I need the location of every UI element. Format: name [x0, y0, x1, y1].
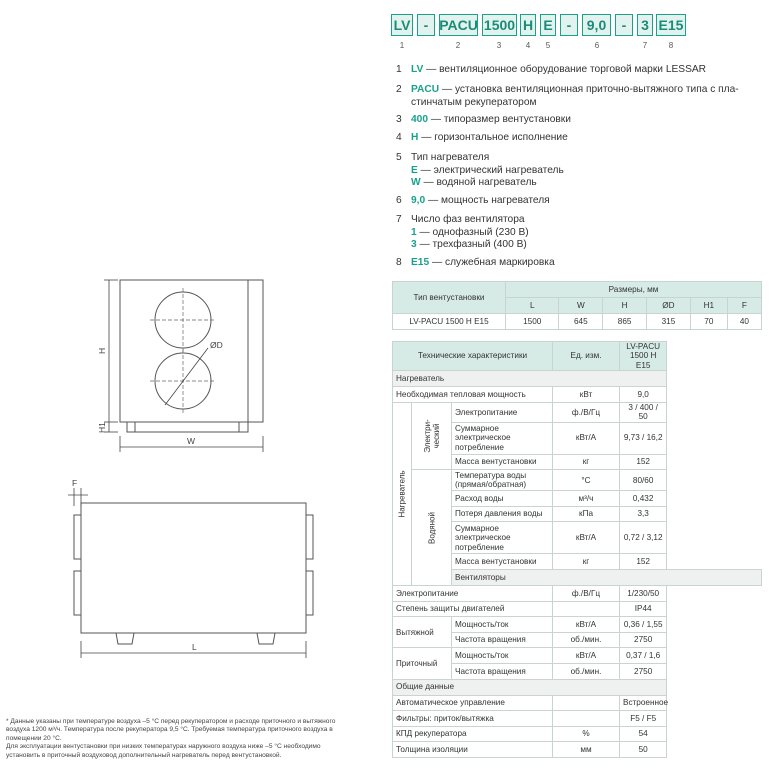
- code-box-brand: LV: [391, 14, 413, 36]
- legend-number: 7: [396, 214, 402, 225]
- code-index: 6: [594, 41, 600, 50]
- legend-code: E15: [411, 257, 430, 268]
- front-view-drawing: [88, 268, 278, 458]
- legend-number: 1: [396, 64, 402, 75]
- table-row: [393, 742, 762, 758]
- code-box-heater: E: [540, 14, 556, 36]
- dims-value: 70: [690, 314, 727, 330]
- dims-col-header: H: [603, 298, 647, 314]
- spec-label: Потеря давления воды: [452, 506, 553, 522]
- spec-unit: об./мин.: [553, 632, 620, 648]
- spec-unit: кПа: [553, 506, 620, 522]
- legend-title: Тип нагревателя: [411, 152, 490, 163]
- code-box-size: 1500: [482, 14, 517, 36]
- spec-unit: [553, 695, 620, 711]
- spec-value: 80/60: [620, 470, 667, 491]
- spec-value: F5 / F5: [620, 711, 667, 727]
- spec-value: 0,36 / 1,55: [620, 617, 667, 633]
- specs-header-unit: Ед. изм.: [553, 342, 620, 371]
- dim-label-l: L: [192, 642, 197, 652]
- table-row: [393, 648, 762, 664]
- spec-value: 50: [620, 742, 667, 758]
- spec-value: 3 / 400 / 50: [620, 402, 667, 422]
- specs-header-model: LV-PACU 1500 H E15: [620, 342, 667, 371]
- table-row: [393, 387, 762, 403]
- spec-value: 9,0: [620, 387, 667, 403]
- dim-label-diameter: ØD: [210, 340, 223, 350]
- diameter-dimension-line: [165, 348, 208, 405]
- unit-body: [81, 503, 306, 633]
- unit-body: [120, 280, 263, 422]
- dims-header-dims: Размеры, мм: [506, 282, 762, 298]
- dims-col-header: L: [506, 298, 559, 314]
- legend-code: LV: [411, 64, 424, 75]
- legend-number: 8: [396, 257, 402, 268]
- table-row: [393, 586, 762, 602]
- spec-label: Масса вентустановки: [452, 554, 553, 570]
- legend-text: — электрический нагреватель: [417, 164, 564, 176]
- spec-unit: [553, 601, 620, 617]
- legend-code: PACU: [411, 84, 440, 95]
- legend-code: 9,0: [411, 195, 426, 206]
- spec-value: 152: [620, 454, 667, 470]
- spec-unit: об./мин.: [553, 663, 620, 679]
- spec-label: Температура воды (прямая/обратная): [452, 470, 553, 491]
- group-label-water: Водяной: [427, 511, 436, 544]
- spec-value: 0,72 / 3,12: [620, 522, 667, 554]
- code-box-phases: 3: [637, 14, 653, 36]
- code-box-power: 9,0: [582, 14, 611, 36]
- code-box-type: PACU: [439, 14, 478, 36]
- dims-col-header: W: [559, 298, 603, 314]
- spec-unit: кг: [553, 454, 620, 470]
- section-heater: Нагреватель: [393, 371, 667, 387]
- table-row: [393, 711, 762, 727]
- dims-value: 315: [647, 314, 691, 330]
- code-index: 1: [399, 41, 405, 50]
- legend-text: — трехфазный (400 В): [416, 239, 527, 251]
- legend-text: — мощность нагревателя: [425, 195, 550, 206]
- duct-flange-right-upper: [306, 515, 313, 559]
- spec-unit: м³/ч: [553, 491, 620, 507]
- footnote-line: Для эксплуатации вентустановки при низких температурах наружного воздуха ниже –5 °C необходимо: [6, 743, 321, 751]
- spec-label: Расход воды: [452, 491, 553, 507]
- legend-number: 2: [396, 84, 402, 95]
- dimensions-table: [392, 281, 762, 330]
- table-row: [393, 402, 762, 422]
- dims-value: 865: [603, 314, 647, 330]
- spec-label: Автоматическое управление: [393, 695, 553, 711]
- group-label-heater: Нагреватель: [397, 470, 407, 518]
- spec-label: Степень защиты двигателей: [393, 601, 553, 617]
- spec-unit: мм: [553, 742, 620, 758]
- table-row: [393, 470, 762, 491]
- specs-header-param: Технические характеристики: [393, 342, 553, 371]
- code-index: 7: [642, 41, 648, 50]
- spec-unit: ф./В/Гц: [553, 402, 620, 422]
- dims-col-header: F: [727, 298, 761, 314]
- dims-value: 645: [559, 314, 603, 330]
- spec-label: Фильтры: приток/вытяжка: [393, 711, 553, 727]
- spec-label: Частота вращения: [452, 663, 553, 679]
- dims-col-header: H1: [690, 298, 727, 314]
- group-label-exhaust: Вытяжной: [393, 617, 452, 648]
- duct-flange-right-lower: [306, 571, 313, 615]
- footnote-line: воздуха 1200 м³/ч. Температура после рекуператора 9,5 °C. Требуемая температура приточного воздуха в: [6, 726, 333, 734]
- footnote: [6, 718, 384, 760]
- table-row: [393, 695, 762, 711]
- legend-code: 1: [411, 226, 417, 238]
- spec-label: Электропитание: [452, 402, 553, 422]
- legend-number: 3: [396, 114, 402, 125]
- footnote-line: установить в приточный воздуховод дополнительный нагреватель перед вентустановкой.: [6, 751, 282, 759]
- footnote-line: * Данные указаны при температуре воздуха –5 °C перед рекуператором и расходе приточного и вытяжного: [6, 718, 336, 725]
- dim-label-w: W: [187, 436, 196, 446]
- spec-value: IP44: [620, 601, 667, 617]
- group-label-supply: Приточный: [393, 648, 452, 679]
- dim-label-h: H: [97, 347, 107, 354]
- legend-code: W: [411, 177, 421, 189]
- code-index: 4: [525, 41, 531, 50]
- table-row: [393, 617, 762, 633]
- spec-unit: кг: [553, 554, 620, 570]
- dims-value: 40: [727, 314, 761, 330]
- spec-label: Частота вращения: [452, 632, 553, 648]
- spec-unit: %: [553, 726, 620, 742]
- spec-unit: кВт/А: [553, 422, 620, 454]
- legend-code: 3: [411, 239, 417, 251]
- table-row: [393, 726, 762, 742]
- spec-value: 2750: [620, 632, 667, 648]
- spec-label: Суммарное электрическое потребление: [452, 422, 553, 454]
- spec-value: 1/230/50: [620, 586, 667, 602]
- spec-value: 9,73 / 16,2: [620, 422, 667, 454]
- dims-col-header: ØD: [647, 298, 691, 314]
- spec-value: 0,37 / 1,6: [620, 648, 667, 664]
- dims-value: 1500: [506, 314, 559, 330]
- spec-label: Необходимая тепловая мощность: [393, 387, 553, 403]
- legend-code: E: [411, 164, 418, 176]
- unit-base: [127, 422, 248, 432]
- section-fans: Вентиляторы: [452, 570, 762, 586]
- spec-label: Электропитание: [393, 586, 553, 602]
- legend-text: стинчатым рекуператором: [411, 96, 537, 108]
- code-box-dash: -: [417, 14, 435, 36]
- spec-unit: кВт/А: [553, 617, 620, 633]
- code-box-marking: E15: [656, 14, 686, 36]
- dim-label-h1: H1: [97, 422, 107, 433]
- spec-unit: кВт/А: [553, 522, 620, 554]
- spec-value: Встроенное: [620, 695, 667, 711]
- legend-number: 6: [396, 195, 402, 206]
- dim-label-f: F: [72, 478, 78, 488]
- legend-number: 4: [396, 132, 402, 143]
- dims-header-type: Тип вентустановки: [393, 282, 506, 314]
- footnote-line: помещении 20 °C.: [6, 734, 62, 742]
- code-index: 8: [668, 41, 674, 50]
- spec-value: 152: [620, 554, 667, 570]
- side-view-drawing: [60, 478, 330, 663]
- legend-text: — однофазный (230 В): [416, 226, 529, 238]
- spec-unit: кВт/А: [553, 648, 620, 664]
- legend-text: — водяной нагреватель: [420, 177, 537, 189]
- spec-value: 54: [620, 726, 667, 742]
- support-foot: [257, 633, 275, 644]
- spec-unit: [553, 711, 620, 727]
- legend-text: — служебная маркировка: [429, 257, 555, 268]
- specs-table: [392, 341, 762, 758]
- duct-flange-left-upper: [74, 515, 81, 559]
- spec-label: Суммарное электрическое потребление: [452, 522, 553, 554]
- spec-unit: °C: [553, 470, 620, 491]
- legend-number: 5: [396, 152, 402, 163]
- legend-text: — вентиляционное оборудование торговой марки LESSAR: [423, 64, 707, 75]
- spec-unit: кВт: [553, 387, 620, 403]
- spec-label: Толщина изоляции: [393, 742, 553, 758]
- legend-title: Число фаз вентилятора: [411, 214, 525, 225]
- duct-flange-left-lower: [74, 571, 81, 615]
- spec-value: 2750: [620, 663, 667, 679]
- spec-value: 0,432: [620, 491, 667, 507]
- support-foot: [116, 633, 134, 644]
- code-index: 3: [496, 41, 502, 50]
- legend-text: — горизонтальное исполнение: [418, 132, 568, 143]
- code-box-dash: -: [560, 14, 578, 36]
- table-row: [393, 314, 762, 330]
- dims-model: LV-PACU 1500 H E15: [393, 314, 506, 330]
- spec-unit: ф./В/Гц: [553, 586, 620, 602]
- section-general: Общие данные: [393, 679, 667, 695]
- code-box-dash: -: [615, 14, 633, 36]
- code-index: 5: [545, 41, 551, 50]
- code-box-orientation: H: [520, 14, 536, 36]
- spec-label: Мощность/ток: [452, 648, 553, 664]
- spec-label: КПД рекуператора: [393, 726, 553, 742]
- spec-label: Мощность/ток: [452, 617, 553, 633]
- group-label-electric: Электри- ческий: [422, 419, 441, 453]
- legend-code: 400: [411, 114, 428, 125]
- spec-value: 3,3: [620, 506, 667, 522]
- spec-label: Масса вентустановки: [452, 454, 553, 470]
- legend-text: — установка вентиляционная приточно-вытяжного типа с пла-: [439, 84, 739, 95]
- legend-code: H: [411, 132, 419, 143]
- legend-text: — типоразмер вентустановки: [428, 114, 571, 125]
- code-index: 2: [455, 41, 461, 50]
- table-row: [393, 601, 762, 617]
